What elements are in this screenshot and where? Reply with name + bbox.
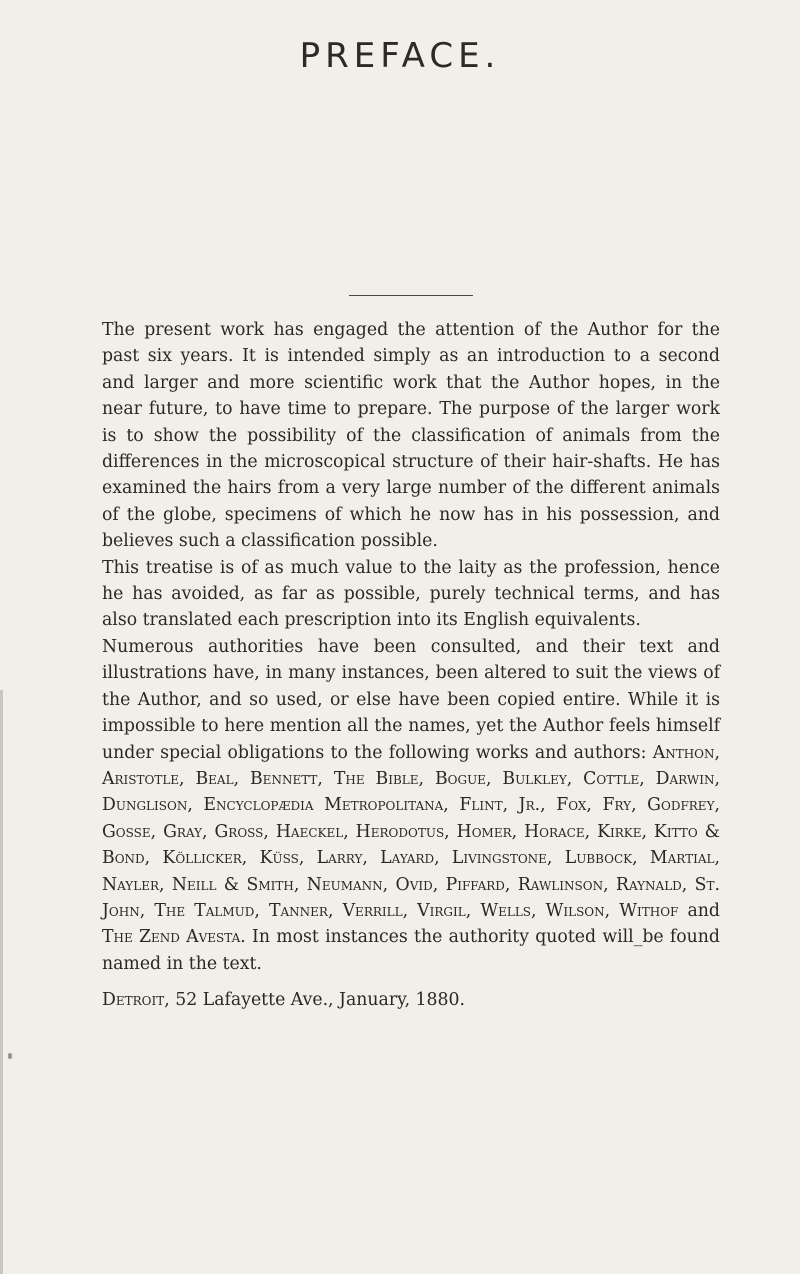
paragraph-3-outro: . In most instances the authority quoted will_be found named in the text. bbox=[102, 927, 720, 974]
ink-speck bbox=[8, 1053, 12, 1059]
paragraph-3 bbox=[102, 634, 720, 977]
paragraph-3-intro: Numerous authorities have been consulted, and their text and illustrations have, in many instances, been altered to suit the views of the Author, and so used, or else have been copied entire. While it is impossible to here mention all the names, yet the Author feels himself under special obligations to the following works and authors: bbox=[102, 636, 720, 763]
preface-body bbox=[102, 317, 720, 1014]
last-work: The Zend Avesta bbox=[102, 927, 241, 948]
author-list: Anthon, Aristotle, Beal, Bennett, The Bible, Bogue, Bulkley, Cottle, Darwin, Dunglison, Encyclopædia Metropolitana, Flint, Jr., Fox, Fry, Godfrey, Gosse, Gray, Gross, Haeckel, Herodotus, Homer, Horace, Kirke, Kitto & Bond, Köllicker, Küss, Larry, Layard, Livingstone, Lubbock, Martial, Nayler, Neill & Smith, Neumann, Ovid, Piffard, Rawlinson, Raynald, St. John, The Talmud, Tanner, Verrill, Virgil, Wells, Wilson, Withof bbox=[102, 742, 720, 921]
paragraph-1: The present work has engaged the attention of the Author for the past six years. It is intended simply as an introduction to a second and larger and more scientific work that the Author hopes, in the near future, to have time to prepare. The purpose of the larger work is to show the possibility of the classification of animals from the differences in the microscopical structure of their hair-shafts. He has examined the hairs from a very large number of the different animals of the globe, specimens of which he now has in his possession, and believes such a classification possible. bbox=[102, 320, 720, 552]
page-edge-shadow bbox=[0, 690, 3, 1274]
paragraph-2: This treatise is of as much value to the laity as the profession, hence he has avoided, as far as possible, purely technical terms, and has also translated each prescription into its English equivalents. bbox=[102, 557, 720, 631]
title-rule bbox=[349, 295, 473, 296]
signoff bbox=[102, 987, 720, 1013]
signoff-place: Detroit bbox=[102, 990, 165, 1011]
page-title: PREFACE. bbox=[299, 36, 501, 76]
and-word: and bbox=[678, 900, 720, 921]
signoff-rest: , 52 Lafayette Ave., January, 1880. bbox=[164, 990, 466, 1011]
